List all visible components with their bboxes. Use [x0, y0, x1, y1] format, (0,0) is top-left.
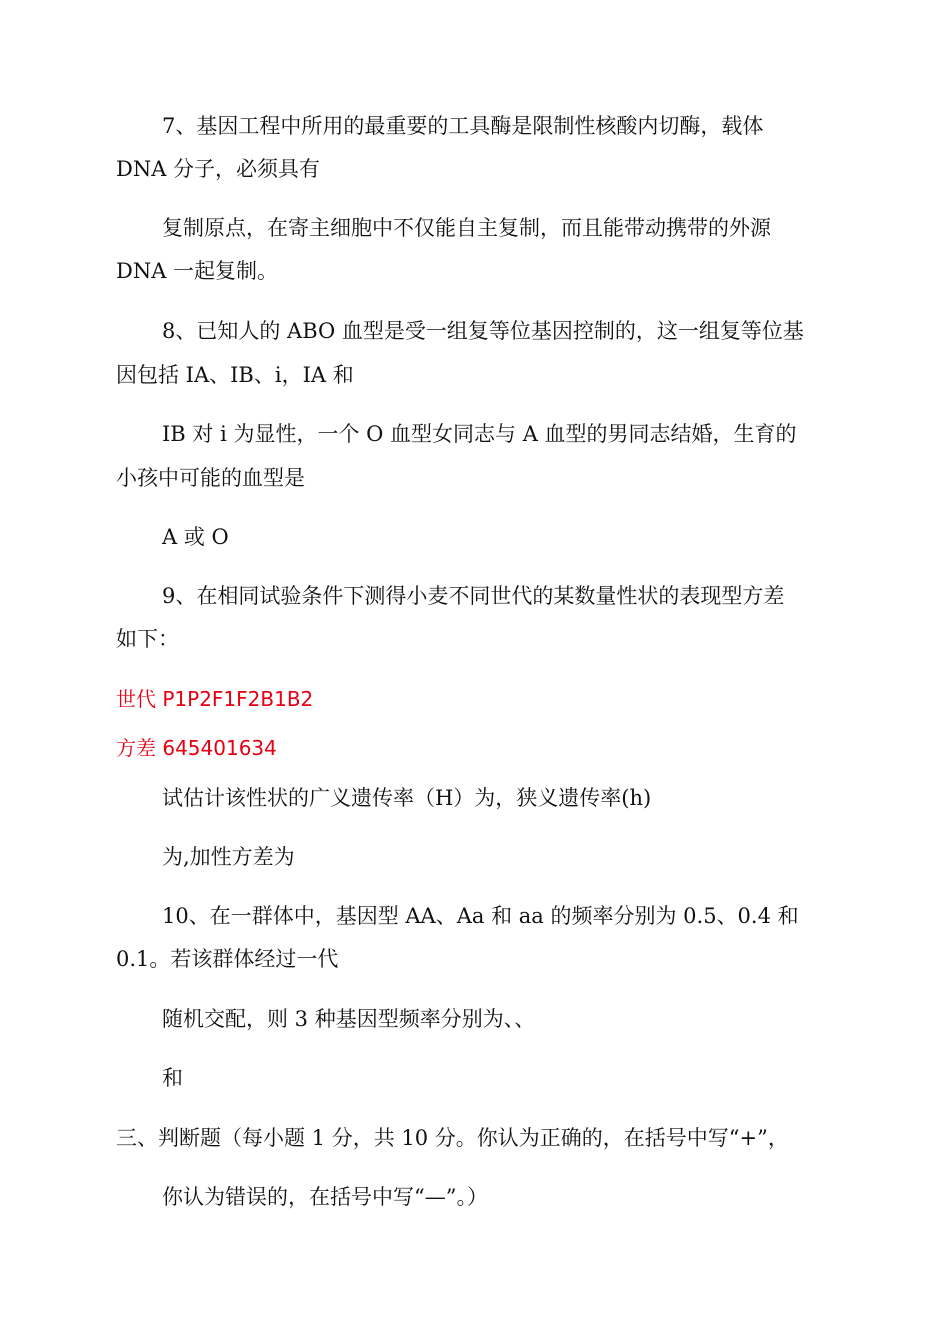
- q9-variance-row: 方差 645401634: [116, 736, 277, 760]
- q10-line-1: 10、在一群体中，基因型 AA、Aa 和 aa 的频率分别为 0.5、0.4 和: [162, 904, 799, 928]
- q10-line-3: 随机交配，则 3 种基因型频率分别为、、: [162, 1007, 536, 1031]
- q7-line-2: DNA 分子，必须具有: [116, 157, 321, 181]
- q8-line-2: 因包括 IA、IB、i，IA 和: [116, 363, 354, 387]
- q9-line-1: 9、在相同试验条件下测得小麦不同世代的某数量性状的表现型方差: [162, 584, 785, 608]
- q10-line-4: 和: [162, 1066, 183, 1090]
- q9-line-2: 如下：: [116, 627, 179, 651]
- q10-line-2: 0.1。若该群体经过一代: [116, 947, 339, 971]
- q9-line-4: 为,加性方差为: [162, 845, 295, 869]
- section3-heading: 三、判断题（每小题 1 分，共 10 分。你认为正确的，在括号中写“+”，: [116, 1126, 789, 1150]
- q8-line-3: IB 对 i 为显性，一个 O 血型女同志与 A 血型的男同志结婚，生育的: [162, 422, 797, 446]
- q9-generation-row: 世代 P1P2F1F2B1B2: [116, 687, 314, 711]
- section3-instruction: 你认为错误的，在括号中写“—”。）: [162, 1185, 488, 1209]
- q7-line-4: DNA 一起复制。: [116, 259, 279, 283]
- q7-line-3: 复制原点，在寄主细胞中不仅能自主复制，而且能带动携带的外源: [162, 216, 771, 240]
- q7-line-1: 7、基因工程中所用的最重要的工具酶是限制性核酸内切酶，载体: [162, 114, 764, 138]
- q9-line-3: 试估计该性状的广义遗传率（H）为，狭义遗传率(h): [162, 786, 652, 810]
- q8-line-1: 8、已知人的 ABO 血型是受一组复等位基因控制的，这一组复等位基: [162, 319, 804, 343]
- q8-line-4: 小孩中可能的血型是: [116, 466, 305, 490]
- q8-answer: A 或 O: [162, 525, 229, 549]
